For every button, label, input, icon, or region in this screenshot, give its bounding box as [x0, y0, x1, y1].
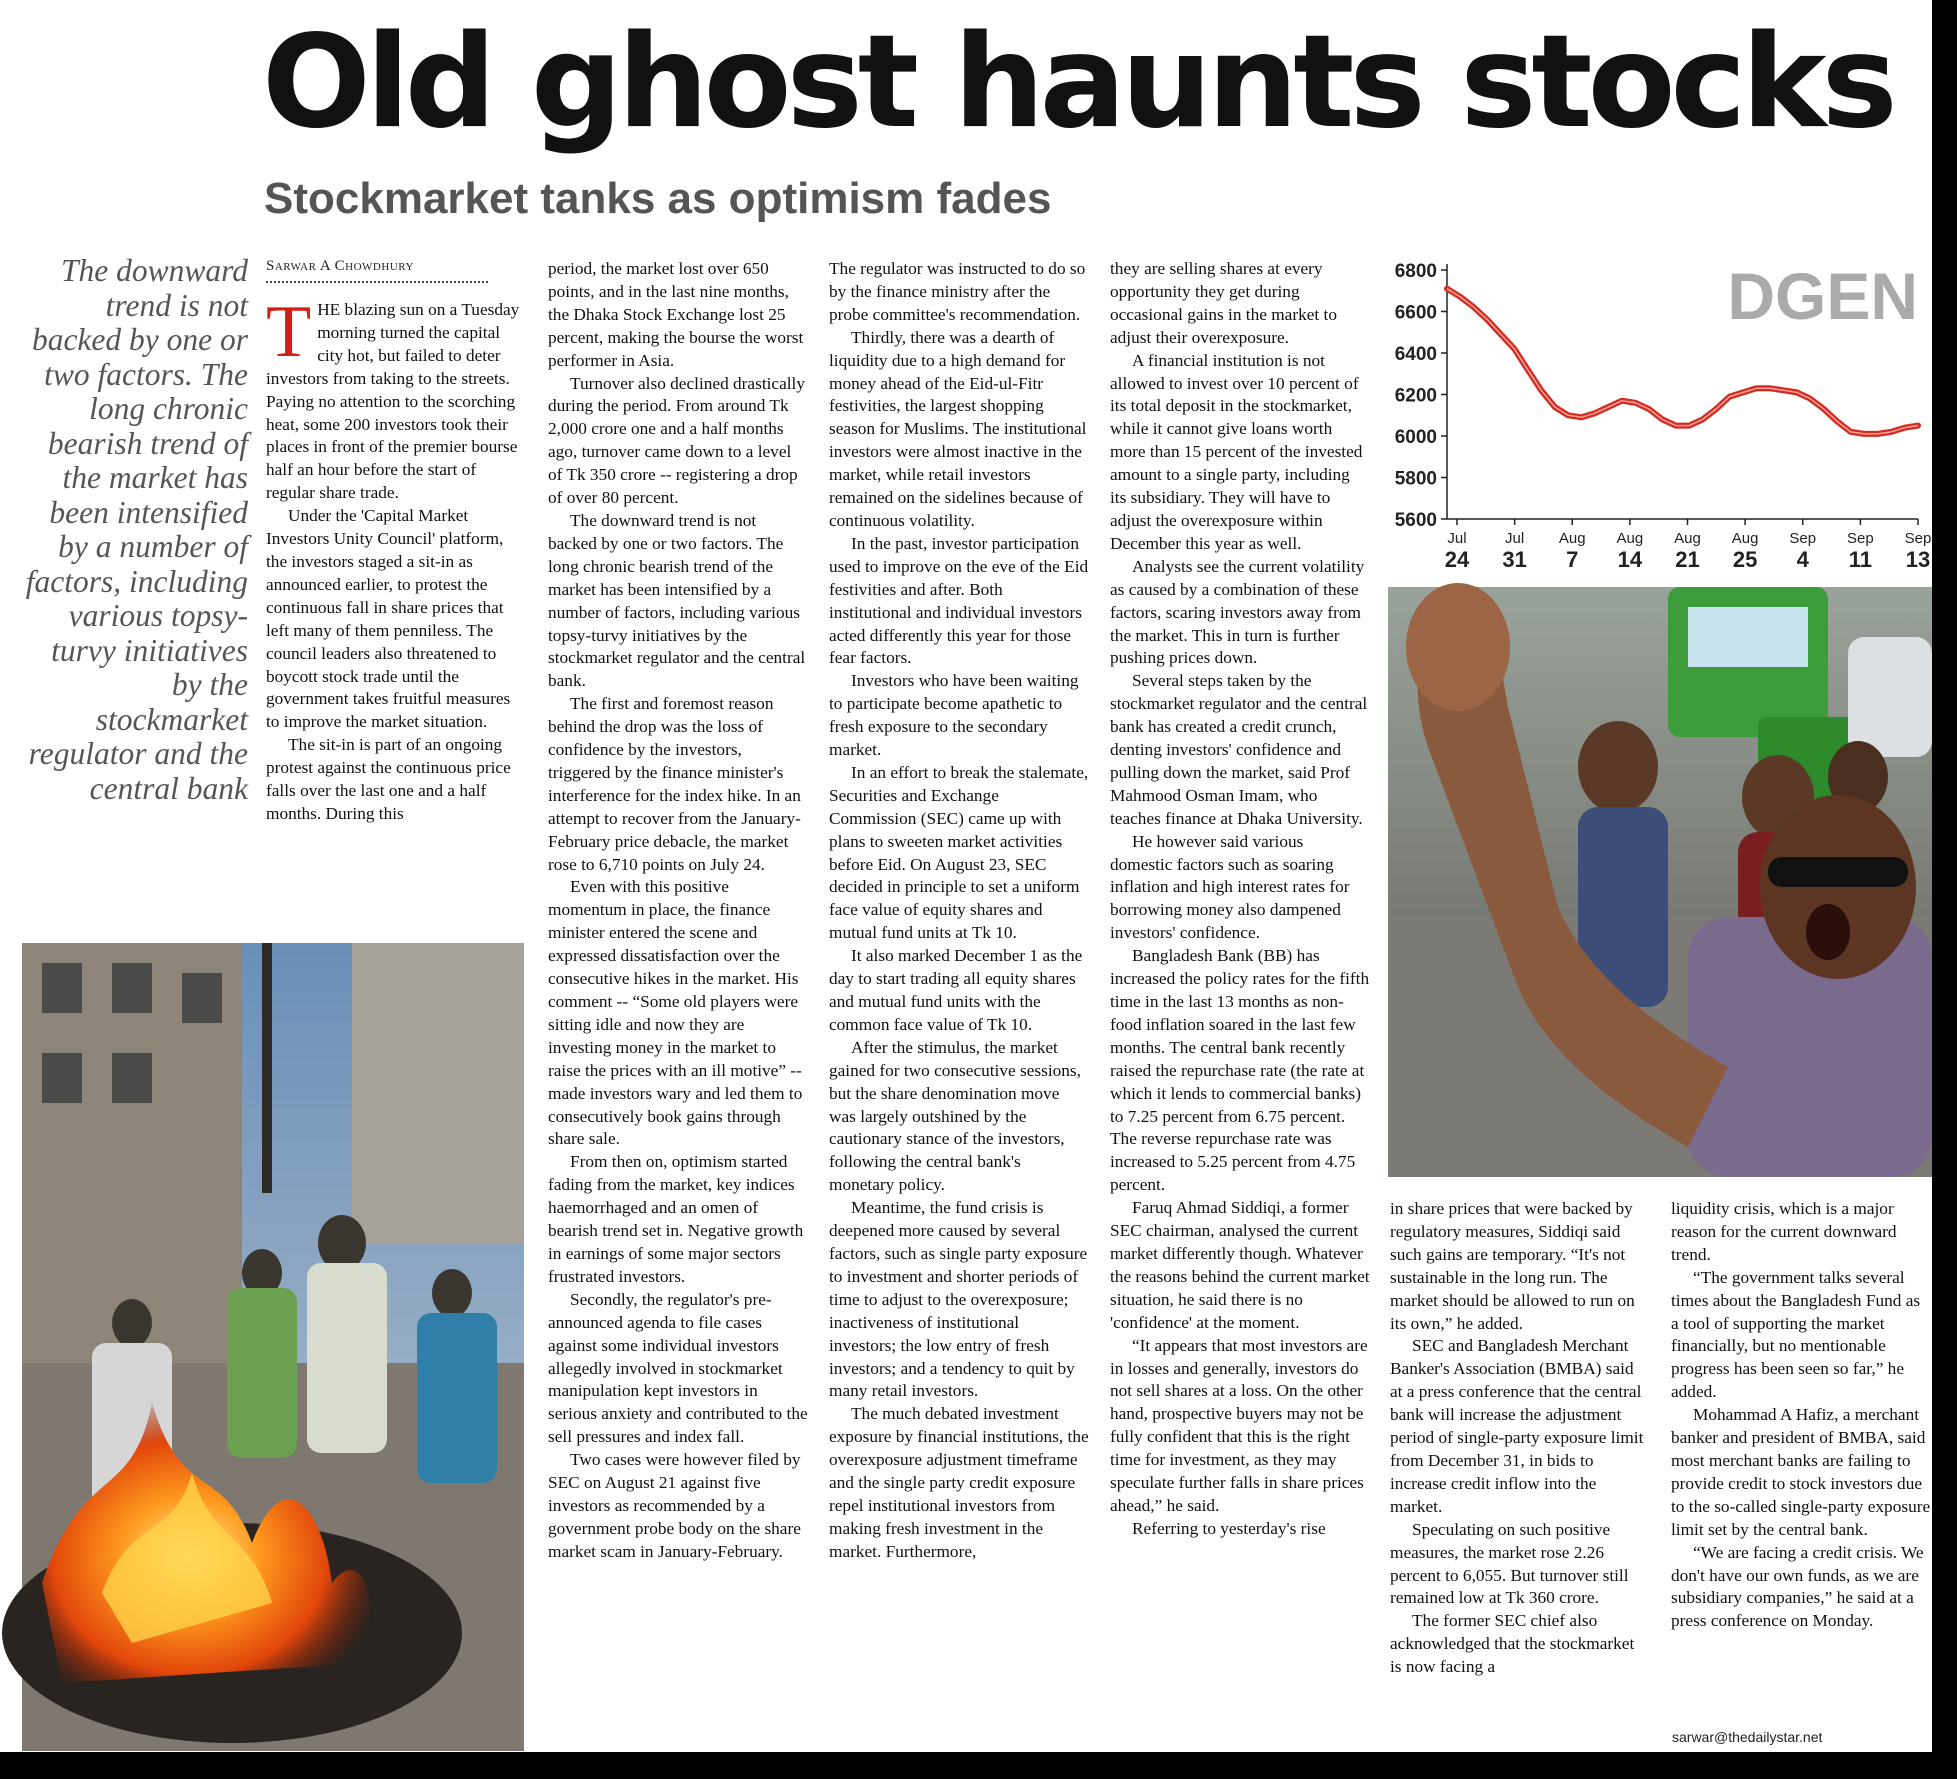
article-paragraph: It also marked December 1 as the day to start trading all equity shares and mutual fund units with the common face value of Tk 10. — [829, 946, 1083, 1034]
y-tick-label: 5600 — [1394, 510, 1437, 531]
x-tick-day: 7 — [1566, 547, 1579, 572]
article-paragraph: SEC and Bangladesh Merchant Banker's Association (BMBA) said at a press conference that the central bank will increase the adjustment period of single-party exposure limit from December 31, in bids to increase credit inflow into the market. — [1390, 1336, 1644, 1516]
x-tick-month: Aug — [1616, 530, 1644, 547]
article-paragraph: Mohammad A Hafiz, a merchant banker and president of BMBA, said most merchant banks are failing to provide credit to stock investors due to the so-called single-party exposure limit set by the central bank. — [1671, 1405, 1931, 1539]
article-paragraph: “We are facing a credit crisis. We don't have our own funds, as we are subsidiary companies,” he said at a press conference on Monday. — [1671, 1542, 1924, 1631]
article-paragraph: The former SEC chief also acknowledged that the stockmarket is now facing a — [1390, 1611, 1635, 1677]
article-column-1 — [266, 291, 526, 826]
article-paragraph: In an effort to break the stalemate, Securities and Exchange Commission (SEC) came up with plans to sweeten market activities before Eid. On August 23, SEC decided in principle to set a uniform face value of equity shares and mutual fund units at Tk 10. — [829, 762, 1089, 943]
article-paragraph: After the stimulus, the market gained for two consecutive sessions, but the share denomination move was largely outshined by the cautionary stance of the investors, following the central bank's monetary policy. — [829, 1037, 1081, 1195]
article-paragraph: A financial institution is not allowed to invest over 10 percent of its total deposit in the stockmarket, while it cannot give loans worth more than 15 percent of the invested amount to a single party, including its subsidiary. They will have to adjust the overexposure within December this year as well. — [1110, 350, 1363, 553]
photo-illustration — [22, 943, 524, 1751]
chart-canvas — [1386, 255, 1932, 587]
drop-cap: T — [266, 291, 312, 373]
article-paragraph: period, the market lost over 650 points, and in the last nine months, the Dhaka Stock Exchange lost 25 percent, making the bourse the worst performer in Asia. — [548, 259, 804, 370]
x-tick-day: 31 — [1502, 547, 1527, 572]
article-paragraph: The first and foremost reason behind the drop was the loss of confidence by the investors, triggered by the finance minister's interference for the index hike. In an attempt to recover from the January-February price debacle, the market rose to 6,710 points on July 24. — [548, 694, 801, 874]
x-tick-day: 14 — [1617, 547, 1643, 572]
article-paragraph: The regulator was instructed to do so by the finance ministry after the probe committee's recommendation. — [829, 259, 1086, 324]
article-paragraph: Two cases were however filed by SEC on August 21 against five investors as recommended by a government probe body on the share market scam in January-February. — [548, 1450, 801, 1561]
article-paragraph: From then on, optimism started fading from the market, key indices haemorrhaged and an omen of bearish trend set in. Negative growth in earnings of some major sectors frustrated investors. — [548, 1152, 804, 1286]
article-paragraph: The downward trend is not backed by one or two factors. The long chronic bearish trend of the market has been intensified by a number of factors, including various topsy-turvy initiatives by the stockmarket regulator and the central bank. — [548, 510, 806, 691]
chart-title: DGEN — [1727, 259, 1918, 333]
article-paragraph: in share prices that were backed by regulatory measures, Siddiqi said such gains are temporary. “It's not sustainable in the long run. The market should be allowed to run on its own,” he added. — [1390, 1199, 1635, 1333]
subheadline: Stockmarket tanks as optimism fades — [264, 174, 1052, 223]
article-paragraph: Faruq Ahmad Siddiqi, a former SEC chairman, analysed the current market differently though. Whatever the reasons behind the current market situation, he said there is no 'confidence' at the moment. — [1110, 1198, 1370, 1332]
article-paragraph: Under the 'Capital Market Investors Unity Council' platform, the investors staged a sit-in as announced earlier, to protest the continuous fall in share prices that left many of them penniless. The council leaders also threatened to boycott stock trade until the government takes fruitful measures to improve the market situation. — [266, 506, 511, 732]
x-tick-day: 25 — [1732, 547, 1758, 572]
x-tick-month: Aug — [1674, 530, 1701, 547]
article-paragraph: Thirdly, there was a dearth of liquidity due to a high demand for money ahead of the Eid-ul-Fitr festivities, the largest shopping season for Muslims. The institutional investors were almost inactive in the market, while retail investors remained on the sidelines because of continuous volatility. — [829, 327, 1087, 530]
x-tick-day: 4 — [1796, 547, 1809, 572]
article-paragraph: liquidity crisis, which is a major reason for the current downward trend. — [1671, 1199, 1897, 1264]
article-paragraph: Turnover also declined drastically during the period. From around Tk 2,000 crore one and a half months ago, turnover came down to a level of Tk 350 crore -- registering a drop of over 80 percent. — [548, 373, 806, 508]
article-column-6 — [1671, 1198, 1931, 1633]
article-column-3 — [829, 258, 1089, 1564]
article-column-2 — [548, 258, 808, 1564]
protest-fire-photo — [22, 943, 524, 1751]
article-paragraph — [266, 291, 526, 505]
y-tick-label: 6000 — [1394, 427, 1437, 448]
article-paragraph: Several steps taken by the stockmarket regulator and the central bank has created a credit crunch, denting investors' confidence and pulling down the market, said Prof Mahmood Osman Imam, who teaches finance at Dhaka University. — [1110, 671, 1368, 828]
article-column-4 — [1110, 258, 1370, 1541]
x-tick-month: Sep — [1847, 530, 1874, 547]
y-tick-label: 6400 — [1394, 344, 1437, 365]
protest-crowd-photo — [1388, 587, 1932, 1177]
article-paragraph: Referring to yesterday's rise — [1132, 1518, 1326, 1538]
headline: Old ghost haunts stocks — [262, 8, 1893, 157]
x-tick-month: Aug — [1731, 530, 1759, 547]
article-paragraph: He however said various domestic factors such as soaring inflation and high interest rates for borrowing money also dampened investors' confidence. — [1110, 831, 1350, 943]
pull-quote: The downward trend is not backed by one or two factors. The long chronic bearish trend of the market has been intensified by a number of factors, including various topsy-turvy initiatives by the stockmarket regulator and the central bank — [25, 253, 248, 806]
x-tick-month: Jul — [1505, 530, 1525, 547]
article-paragraph: “The government talks several times about the Bangladesh Fund as a tool of supporting the market financially, but no mentionable progress has been seen so far,” he added. — [1671, 1267, 1921, 1402]
x-tick-month: Sep — [1789, 530, 1817, 547]
article-paragraph: Meantime, the fund crisis is deepened more caused by several factors, such as single party exposure to investment and shorter periods of time to adjust to the overexposure; inactiveness of institutional investors; the low entry of fresh investors; and a tendency to quit by many retail investors. — [829, 1198, 1088, 1401]
y-tick-label: 6200 — [1394, 385, 1437, 407]
article-paragraph: Bangladesh Bank (BB) has increased the policy rates for the fifth time in the last 13 months as non-food inflation soared in the last few months. The central bank recently raised the repurchase rate (the rate at which it lends to commercial banks) to 7.25 percent from 6.75 percent. The reverse repurchase rate was increased to 5.25 percent from 4.75 percent. — [1110, 946, 1370, 1195]
article-paragraph: The sit-in is part of an ongoing protest against the continuous price falls over the last one and a half months. During this — [266, 735, 511, 823]
x-tick-day: 24 — [1444, 547, 1470, 572]
x-tick-month: Sep — [1904, 530, 1932, 547]
x-tick-day: 11 — [1848, 547, 1873, 572]
paragraph-text: HE blazing sun on a Tuesday morning turned the capital city hot, but failed to deter investors from taking to the streets. Paying no attention to the scorching heat, some 200 investors took their places in front of the premier bourse half an hour before the start of regular share trade. — [266, 300, 520, 503]
article-paragraph: Even with this positive momentum in place, the finance minister entered the scene and expressed dissatisfaction over the consecutive hikes in the market. His comment -- “Some old players were sitting idle and now they are investing money in the market to raise the prices with an ill motive” -- made investors wary and led them to consecutively book gains through share sale. — [548, 877, 803, 1149]
article-paragraph: they are selling shares at every opportunity they get during occasional gains in the market to adjust their overexposure. — [1110, 259, 1337, 347]
y-tick-label: 6600 — [1394, 302, 1437, 324]
x-tick-month: Aug — [1558, 530, 1586, 547]
x-tick-month: Jul — [1447, 530, 1467, 547]
article-paragraph: The much debated investment exposure by financial institutions, the overexposure adjustment timeframe and the single party credit exposure repel institutional investors from making fresh investment in the market. Furthermore, — [829, 1404, 1089, 1561]
author-email[interactable]: sarwar@thedailystar.net — [1672, 1729, 1823, 1745]
photo-illustration — [1388, 587, 1932, 1177]
y-tick-label: 5800 — [1394, 468, 1437, 490]
article-paragraph: Investors who have been waiting to participate become apathetic to fresh exposure to the secondary market. — [829, 671, 1079, 760]
article-column-5 — [1390, 1198, 1648, 1679]
y-tick-label: 6800 — [1394, 261, 1437, 282]
article-paragraph: Analysts see the current volatility as caused by a combination of these factors, scaring investors away from the market. This in turn is further pushing prices down. — [1110, 556, 1365, 668]
article-paragraph: Secondly, the regulator's pre-announced agenda to file cases against some individual investors allegedly involved in stockmarket manipulation kept investors in serious anxiety and contributed to the sell pressures and index fall. — [548, 1289, 808, 1447]
x-tick-day: 13 — [1905, 547, 1931, 572]
x-tick-day: 21 — [1675, 547, 1700, 572]
article-paragraph: “It appears that most investors are in losses and generally, investors do not sell shares at a loss. On the other hand, prospective buyers may not be fully confident that this is the right time for investment, as they may speculate further falls in share prices ahead,” he said. — [1110, 1335, 1368, 1515]
dgen-index-chart — [1386, 255, 1932, 587]
byline: Sarwar A Chowdhury — [266, 258, 488, 283]
article-paragraph: Speculating on such positive measures, the market rose 2.26 percent to 6,055. But turnover still remained low at Tk 360 crore. — [1390, 1519, 1629, 1608]
article-paragraph: In the past, investor participation used to improve on the eve of the Eid festivities and after. Both institutional and individual investors acted differently this year for those fear factors. — [829, 533, 1089, 668]
